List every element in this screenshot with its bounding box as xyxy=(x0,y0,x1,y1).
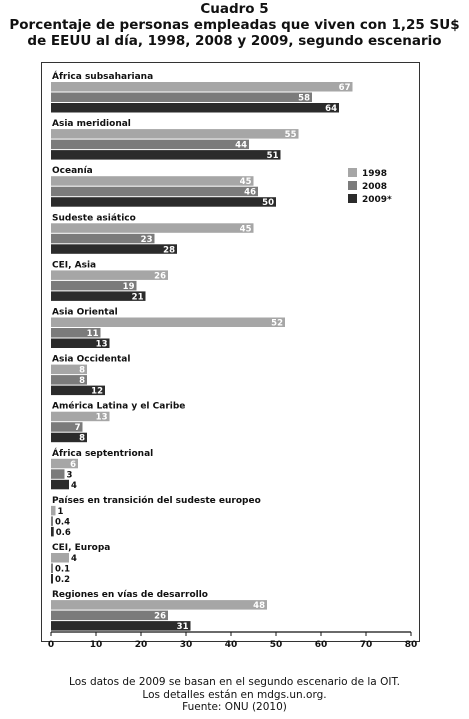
legend-label: 2008 xyxy=(362,182,388,192)
bar-2008 xyxy=(51,234,155,244)
chart-title-line-1: Porcentaje de personas empleadas que viven con 1,25 SU$ xyxy=(9,17,460,33)
footer-note-2: Los detalles están en mdgs.un.org. xyxy=(142,688,327,701)
bar-2008 xyxy=(51,516,53,526)
bar-value-label: 13 xyxy=(95,412,108,423)
bar-value-label: 0.4 xyxy=(55,517,71,528)
bar-2009 xyxy=(51,103,339,113)
bar-1998 xyxy=(51,129,299,139)
bar-value-label: 11 xyxy=(86,329,99,339)
bar-value-label: 6 xyxy=(70,459,76,470)
bar-value-label: 26 xyxy=(154,271,166,282)
bar-1998 xyxy=(51,506,56,516)
footer-note-1: Los datos de 2009 se basan en el segundo escenario de la OIT. xyxy=(69,676,400,688)
bar-2008 xyxy=(51,93,312,103)
bar-value-label: 23 xyxy=(140,234,153,245)
bar-2009 xyxy=(51,621,191,631)
bar-1998 xyxy=(51,553,69,563)
bar-value-label: 7 xyxy=(74,423,81,434)
bar-value-label: 48 xyxy=(253,601,265,612)
category-label: Países en transición del sudeste europeo xyxy=(52,495,261,506)
bar-value-label: 4 xyxy=(71,554,77,564)
bar-value-label: 0.1 xyxy=(55,564,71,575)
bar-value-label: 1 xyxy=(57,506,64,517)
category-label: Oceanía xyxy=(52,166,93,177)
chart-caption: Cuadro 5 xyxy=(200,1,269,17)
legend-label: 1998 xyxy=(362,169,388,179)
bar-value-label: 8 xyxy=(79,376,85,387)
bar-value-label: 0.6 xyxy=(55,527,71,538)
bar-value-label: 12 xyxy=(91,386,103,397)
chart-footer xyxy=(0,676,469,714)
bar-2009 xyxy=(51,574,53,584)
bar-value-label: 31 xyxy=(176,622,189,633)
bar-value-label: 46 xyxy=(244,187,256,198)
bar-value-label: 26 xyxy=(154,611,166,622)
bar-value-label: 0.2 xyxy=(55,575,71,585)
bar-1998 xyxy=(51,82,353,92)
bar-2008 xyxy=(51,469,65,479)
bar-value-label: 13 xyxy=(95,339,108,350)
x-tick-label: 40 xyxy=(224,640,238,650)
bar-2008 xyxy=(51,140,249,150)
x-tick-label: 70 xyxy=(359,640,373,650)
bar-value-label: 44 xyxy=(235,140,247,151)
x-tick-label: 60 xyxy=(314,640,328,650)
legend-swatch xyxy=(348,181,357,190)
bar-2009 xyxy=(51,244,177,254)
category-label: América Latina y el Caribe xyxy=(52,401,186,412)
bar-1998 xyxy=(51,318,285,328)
bar-value-label: 45 xyxy=(239,177,252,188)
bar-value-label: 50 xyxy=(262,198,274,209)
category-label: CEI, Asia xyxy=(52,260,97,271)
bar-2008 xyxy=(51,187,258,197)
category-label: Regiones en vías de desarrollo xyxy=(52,590,208,601)
footer-source: Fuente: ONU (2010) xyxy=(182,701,287,713)
bar-1998 xyxy=(51,223,254,233)
bar-value-label: 28 xyxy=(163,245,175,256)
legend-label: 2009* xyxy=(362,195,392,205)
x-tick-label: 50 xyxy=(269,640,283,650)
bar-value-label: 3 xyxy=(66,470,73,481)
bar-value-label: 51 xyxy=(266,151,279,162)
legend-swatch xyxy=(348,194,357,203)
bar-2009 xyxy=(51,480,69,490)
chart-title-line-2: de EEUU al día, 1998, 2008 y 2009, segundo escenario xyxy=(27,33,442,49)
category-label: África subsahariana xyxy=(52,72,154,82)
category-label: Sudeste asiático xyxy=(52,213,136,224)
bar-value-label: 45 xyxy=(239,224,252,235)
bar-value-label: 8 xyxy=(79,433,85,444)
legend-swatch xyxy=(348,168,357,177)
bar-2009 xyxy=(51,197,276,207)
x-tick-label: 20 xyxy=(134,640,148,650)
bar-value-label: 4 xyxy=(71,480,77,491)
x-tick-label: 30 xyxy=(179,640,193,650)
bar-2008 xyxy=(51,564,53,574)
bar-1998 xyxy=(51,600,267,610)
category-label: Asia Oriental xyxy=(52,307,118,318)
category-label: CEI, Europa xyxy=(52,543,111,553)
category-label: Asia meridional xyxy=(52,119,131,130)
bar-value-label: 21 xyxy=(131,292,144,303)
bar-1998 xyxy=(51,270,168,280)
bar-value-label: 8 xyxy=(79,365,85,376)
bar-2009 xyxy=(51,150,281,160)
bar-value-label: 64 xyxy=(325,104,337,114)
bar-value-label: 52 xyxy=(271,318,283,329)
bar-2008 xyxy=(51,611,168,621)
x-tick-label: 10 xyxy=(89,640,103,650)
bar-value-label: 55 xyxy=(284,130,297,141)
x-tick-label: 80 xyxy=(404,640,418,650)
bar-value-label: 58 xyxy=(298,93,310,104)
bar-1998 xyxy=(51,176,254,186)
category-label: África septentrional xyxy=(52,448,154,459)
x-tick-label: 0 xyxy=(47,640,55,650)
bar-2009 xyxy=(51,527,54,537)
bar-value-label: 67 xyxy=(338,83,351,93)
category-label: Asia Occidental xyxy=(52,354,131,365)
bar-value-label: 19 xyxy=(122,281,135,292)
